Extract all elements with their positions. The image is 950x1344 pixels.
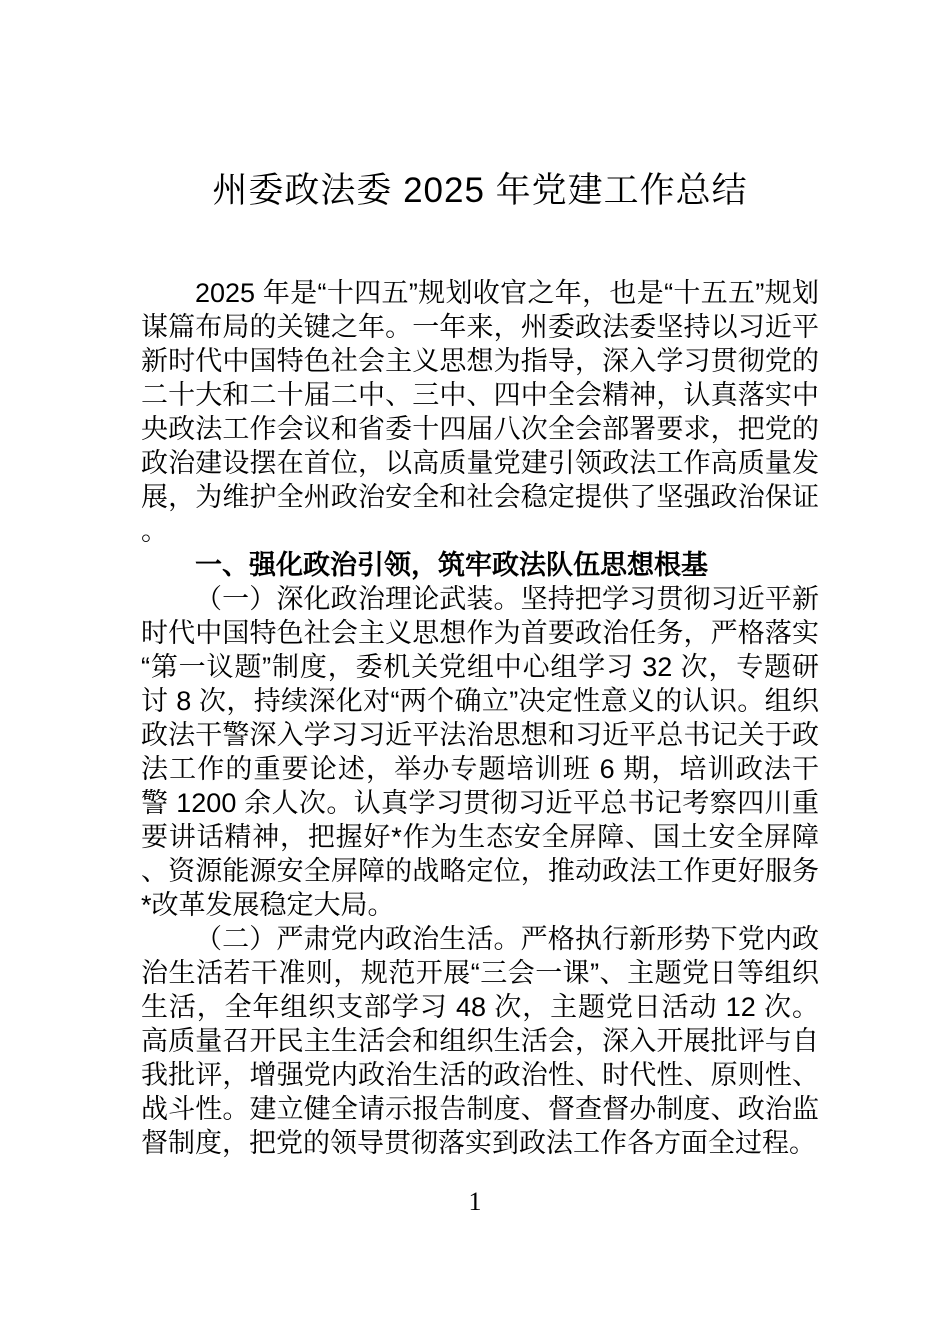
- section-heading-1: 一、强化政治引领，筑牢政法队伍思想根基: [195, 550, 708, 580]
- page-number: 1: [468, 1187, 482, 1216]
- document-body: [141, 168, 819, 1160]
- paragraph-intro: 2025 年是“十四五”规划收官之年，也是“十五五”规划谋篇布局的关键之年。一年来，州委政法委坚持以习近平新时代中国特色社会主义思想为指导，深入学习贯彻党的二十大和二十届二中、三中、四中全会精神，认真落实中央政法工作会议和省委十四届八次全会部署要求，把党的政治建设摆在首位，以高质量党建引领政法工作高质量发展，为维护全州政治安全和社会稳定提供了坚强政治保证。: [141, 278, 819, 546]
- paragraph-section-1-2: （二）严肃党内政治生活。严格执行新形势下党内政治生活若干准则，规范开展“三会一课”、主题党日等组织生活，全年组织支部学习 48 次，主题党日活动 12 次。高质量召开民主生活会和组织生活会，深入开展批评与自我批评，增强党内政治生活的政治性、时代性、原则性、战斗性。建立健全请示报告制度、督查督办制度、政治监督制度，把党的领导贯彻落实到政法工作各方面全过程。: [141, 924, 819, 1158]
- paragraph-section-1-1: （一）深化政治理论武装。坚持把学习贯彻习近平新时代中国特色社会主义思想作为首要政治任务，严格落实“第一议题”制度，委机关党组中心组学习 32 次，专题研讨 8 次，持续深化对“两个确立”决定性意义的认识。组织政法干警深入学习习近平法治思想和习近平总书记关于政法工作的重要论述，举办专题培训班 6 期，培训政法干警 1200 余人次。认真学习贯彻习近平总书记考察四川重要讲话精神，把握好*作为生态安全屏障、国土安全屏障、资源能源安全屏障的战略定位，推动政法工作更好服务*改革发展稳定大局。: [141, 584, 819, 920]
- document-title: 州委政法委 2025 年党建工作总结: [212, 171, 748, 210]
